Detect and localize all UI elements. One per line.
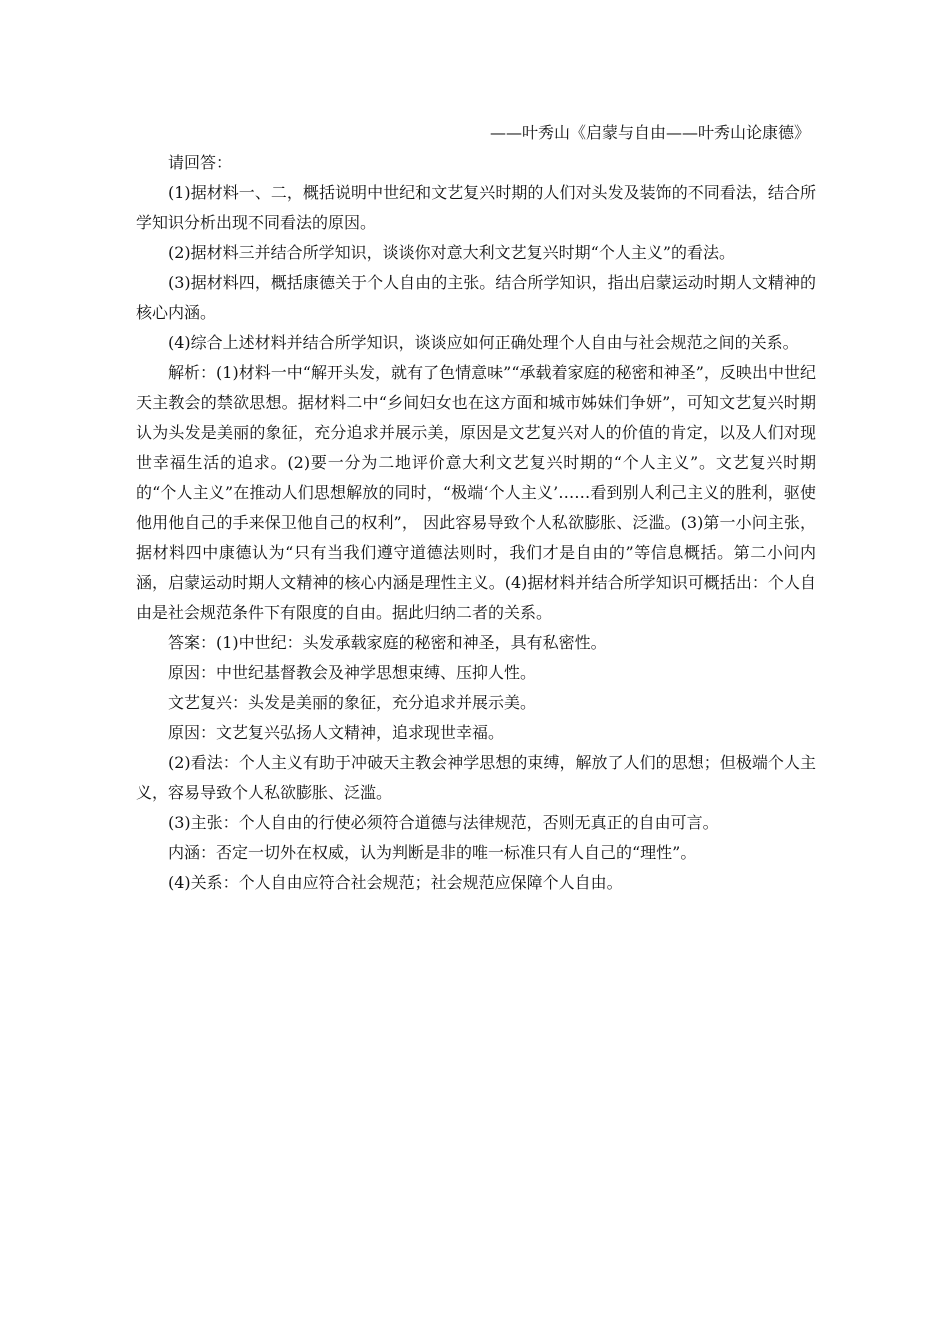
question-2: (2)据材料三并结合所学知识，谈谈你对意大利文艺复兴时期“个人主义”的看法。 <box>168 243 736 262</box>
answer-line: 原因：文艺复兴弘扬人文精神，追求现世幸福。 <box>168 723 505 742</box>
answer-line: 文艺复兴：头发是美丽的象征，充分追求并展示美。 <box>168 693 537 712</box>
question-prompt: 请回答： <box>168 153 233 172</box>
answer-line: (4)关系：个人自由应符合社会规范；社会规范应保障个人自由。 <box>168 873 623 892</box>
answer-line: 原因：中世纪基督教会及神学思想束缚、压抑人性。 <box>168 663 537 682</box>
question-1: (1)据材料一、二，概括说明中世纪和文艺复兴时期的人们对头发及装饰的不同看法，结合所学知识分析出现不同看法的原因。 <box>136 183 816 232</box>
answer-line: (2)看法：个人主义有助于冲破天主教会神学思想的束缚，解放了人们的思想；但极端个人主义，容易导致个人私欲膨胀、泛滥。 <box>136 753 816 802</box>
question-4: (4)综合上述材料并结合所学知识，谈谈应如何正确处理个人自由与社会规范之间的关系。 <box>168 333 799 352</box>
answer-line: 内涵：否定一切外在权威，认为判断是非的唯一标准只有人自己的“理性”。 <box>168 843 697 862</box>
answer-line: (3)主张：个人自由的行使必须符合道德与法律规范，否则无真正的自由可言。 <box>168 813 719 832</box>
answer-line: 答案：(1)中世纪：头发承载家庭的秘密和神圣，具有私密性。 <box>168 633 607 652</box>
material-source-citation: ——叶秀山《启蒙与自由——叶秀山论康德》 <box>489 123 810 142</box>
document-page <box>136 118 816 898</box>
question-3: (3)据材料四，概括康德关于个人自由的主张。结合所学知识，指出启蒙运动时期人文精神的核心内涵。 <box>136 273 816 322</box>
analysis-paragraph: 解析：(1)材料一中“解开头发，就有了色情意味”“承载着家庭的秘密和神圣”，反映出中世纪天主教会的禁欲思想。据材料二中“乡间妇女也在这方面和城市姊妹们争妍”，可知文艺复兴时期认为头发是美丽的象征，充分追求并展示美，原因是文艺复兴对人的价值的肯定，以及人们对现世幸福生活的追求。(2)要一分为二地评价意大利文艺复兴时期的“个人主义”。文艺复兴时期的“个人主义”在推动人们思想解放的同时，“极端‘个人主义’……看到别人利己主义的胜利，驱使他用他自己的手来保卫他自己的权利”， 因此容易导致个人私欲膨胀、泛滥。(3)第一小问主张，据材料四中康德认为“只有当我们遵守道德法则时，我们才是自由的”等信息概括。第二小问内涵，启蒙运动时期人文精神的核心内涵是理性主义。(4)据材料并结合所学知识可概括出：个人自由是社会规范条件下有限度的自由。据此归纳二者的关系。 <box>136 363 816 622</box>
